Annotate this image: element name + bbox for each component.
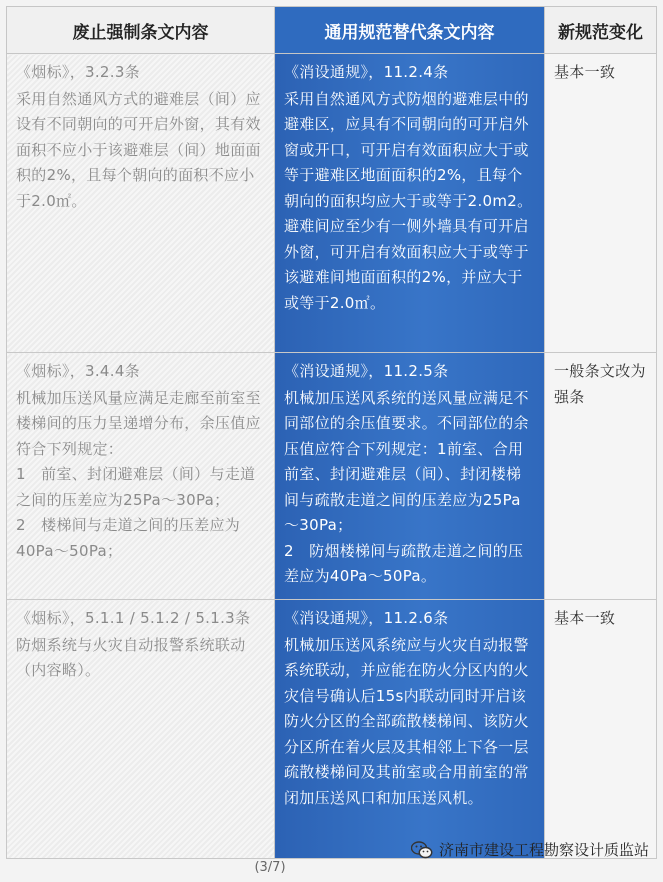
old-clause-text: 机械加压送风量应满足走廊至前室至楼梯间的压力呈递增分布，余压值应符合下列规定：: [16, 388, 261, 458]
new-clause-ref: 《消设通规》，11.2.5条: [284, 362, 449, 380]
watermark: [411, 839, 649, 860]
header-old: 废止强制条文内容: [7, 7, 275, 54]
header-row: [7, 7, 657, 54]
new-clause-text: 机械加压送风系统的送风量应满足不同部位的余压值要求。不同部位的余压值应符合下列规定：1前室、合用前室、封闭避难层（间）、封闭楼梯间与疏散走道之间的压差应为25Pa～30Pa；: [284, 388, 529, 534]
new-clause-text: 采用自然通风方式防烟的避难层中的避难区，应具有不同朝向的可开启外窗或开口，可开启有效面积应大于或等于避难区地面面积的2%，且每个朝向的面积均应大于或等于2.0m2。: [284, 89, 533, 210]
old-clause-item: 1 前室、封闭避难层（间）与走道之间的压差应为25Pa～30Pa；: [16, 465, 256, 509]
table-row: [7, 353, 657, 600]
table-row: [7, 600, 657, 859]
old-clause-ref: 《烟标》，5.1.1 / 5.1.2 / 5.1.3条: [16, 609, 251, 627]
change-cell: 基本一致: [545, 54, 657, 353]
old-clause-cell: [7, 353, 275, 600]
table-row: [7, 54, 657, 353]
change-cell: 基本一致: [545, 600, 657, 859]
old-clause-text: 采用自然通风方式的避难层（间）应设有不同朝向的可开启外窗，其有效面积不应小于该避难层（间）地面面积的2%，且每个朝向的面积不应小于2.0㎡。: [16, 89, 261, 210]
old-clause-item: 2 楼梯间与走道之间的压差应为40Pa～50Pa；: [16, 516, 241, 560]
page-indicator: (3/7): [254, 860, 286, 875]
new-clause-cell: [275, 353, 545, 600]
new-clause-cell: [275, 600, 545, 859]
new-clause-text: 机械加压送风系统应与火灾自动报警系统联动，并应能在防火分区内的火灾信号确认后15s内联动同时开启该防火分区的全部疏散楼梯间、该防火分区所在着火层及其相邻上下各一层疏散楼梯间及其前室或合用前室的常闭加压送风口和加压送风机。: [284, 635, 529, 807]
new-clause-ref: 《消设通规》，11.2.4条: [284, 63, 449, 81]
new-clause-item: 2 防烟楼梯间与疏散走道之间的压差应为40Pa～50Pa。: [284, 541, 524, 585]
comparison-table: [6, 6, 657, 859]
old-clause-text: 防烟系统与火灾自动报警系统联动（内容略）。: [16, 635, 246, 679]
new-clause-text: 避难间应至少有一侧外墙具有可开启外窗，可开启有效面积应大于或等于该避难间地面面积的2%，并应大于或等于2.0㎡。: [284, 217, 529, 312]
watermark-text: 济南市建设工程勘察设计质监站: [438, 841, 649, 859]
new-clause-cell: [275, 54, 545, 353]
header-change: 新规范变化: [545, 7, 657, 54]
change-cell: 一般条文改为强条: [545, 353, 657, 600]
old-clause-ref: 《烟标》，3.4.4条: [16, 362, 140, 380]
wechat-icon: [411, 841, 433, 859]
old-clause-ref: 《烟标》，3.2.3条: [16, 63, 140, 81]
old-clause-cell: [7, 54, 275, 353]
new-clause-ref: 《消设通规》，11.2.6条: [284, 609, 449, 627]
old-clause-cell: [7, 600, 275, 859]
header-new: 通用规范替代条文内容: [275, 7, 545, 54]
